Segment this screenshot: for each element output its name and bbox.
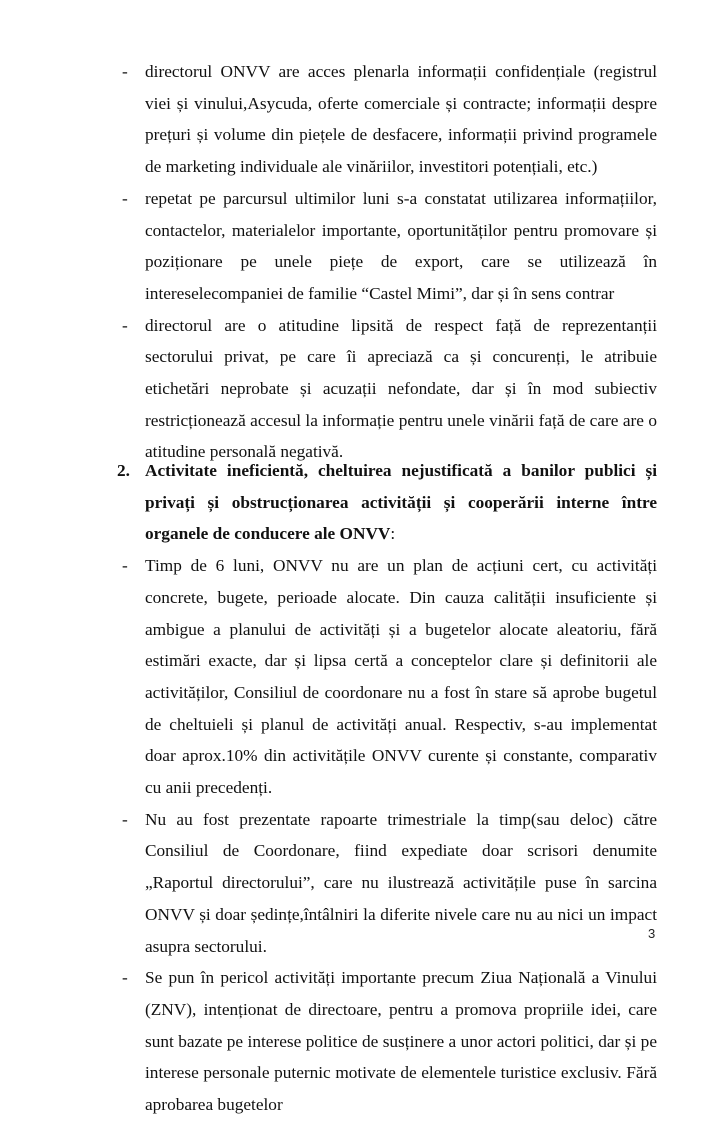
list-item [117, 804, 657, 963]
list-item [117, 550, 657, 804]
bullet-dash: - [122, 556, 128, 576]
section-title: Activitate ineficientă, cheltuirea nejustificată a banilor publici și privați și obstrucționarea activității și cooperării interne între organele de conducere ale ONVV [145, 461, 657, 544]
section-title-colon: : [390, 524, 396, 544]
bullet-dash: - [122, 968, 128, 988]
list-item [117, 310, 657, 469]
list-item [117, 962, 657, 1121]
list-item-text: Se pun în pericol activități importante precum Ziua Națională a Vinului (ZNV), intenționat de directoare, pentru a promova propriile idei, care sunt bazate pe interese politice de susținere a unor actori politici, dar și pe interese personale puternic motivate de elementele turistice exclusiv. Fără aprobarea bugetelor [145, 968, 657, 1115]
page-number: 3 [648, 926, 656, 941]
section-2 [117, 455, 657, 1121]
bullet-dash: - [122, 809, 128, 829]
list-item-text: directorul are o atitudine lipsită de respect față de reprezentanții sectorului privat, pe care îi apreciază ca și concurenți, le atribuie etichetări neprobate și acuzații nefondate, dar și în mod subiectiv restricționează accesul la informație pentru unele vinării față de care are o atitudine personală negativă. [145, 315, 657, 462]
bullet-list-top [117, 56, 657, 468]
bullet-dash: - [122, 315, 128, 335]
list-item-text: Timp de 6 luni, ONVV nu are un plan de acțiuni cert, cu activități concrete, bugete, perioade alocate. Din cauza calității insuficiente și ambigue a planului de activități și a bugetelor alocate aleatoriu, fără estimări exacte, dar și lipsa certă a conceptelor clare și definitorii ale activităților, Consiliul de coordonare nu a fost în stare să aprobe bugetul de cheltuieli și planul de activități anual. Respectiv, s-au implementat doar aprox.10% din activitățile ONVV curente și constante, comparativ cu anii precedenți. [145, 556, 657, 798]
bullet-dash: - [122, 188, 128, 208]
bullet-dash: - [122, 62, 128, 81]
section-number: 2. [117, 461, 130, 480]
list-item-text: directorul ONVV are acces plenarla informații confidențiale (registrul viei și vinului,Asycuda, oferte comerciale și contracte; informații despre prețuri și volume din piețele de desfacere, informații privind programele de marketing individuale ale vinăriilor, investitori potențiali, etc.) [145, 62, 657, 177]
section-heading [117, 455, 657, 550]
list-item [117, 56, 657, 183]
list-item-text: Nu au fost prezentate rapoarte trimestriale la timp(sau deloc) către Consiliul de Coordonare, fiind expediate doar scrisori denumite „Raportul directorului”, care nu ilustrează activitățile puse în sarcina ONVV și doar ședințe,întâlniri la diferite nivele care nu au nici un impact asupra sectorului. [145, 809, 657, 956]
list-item-text: repetat pe parcursul ultimilor luni s-a constatat utilizarea informațiilor, contactelor, materialelor importante, oportunităților pentru promovare și poziționare pe unele piețe de export, care se utilizează în intereselecompaniei de familie “Castel Mimi”, dar și în sens contrar [145, 188, 657, 303]
list-item [117, 183, 657, 310]
